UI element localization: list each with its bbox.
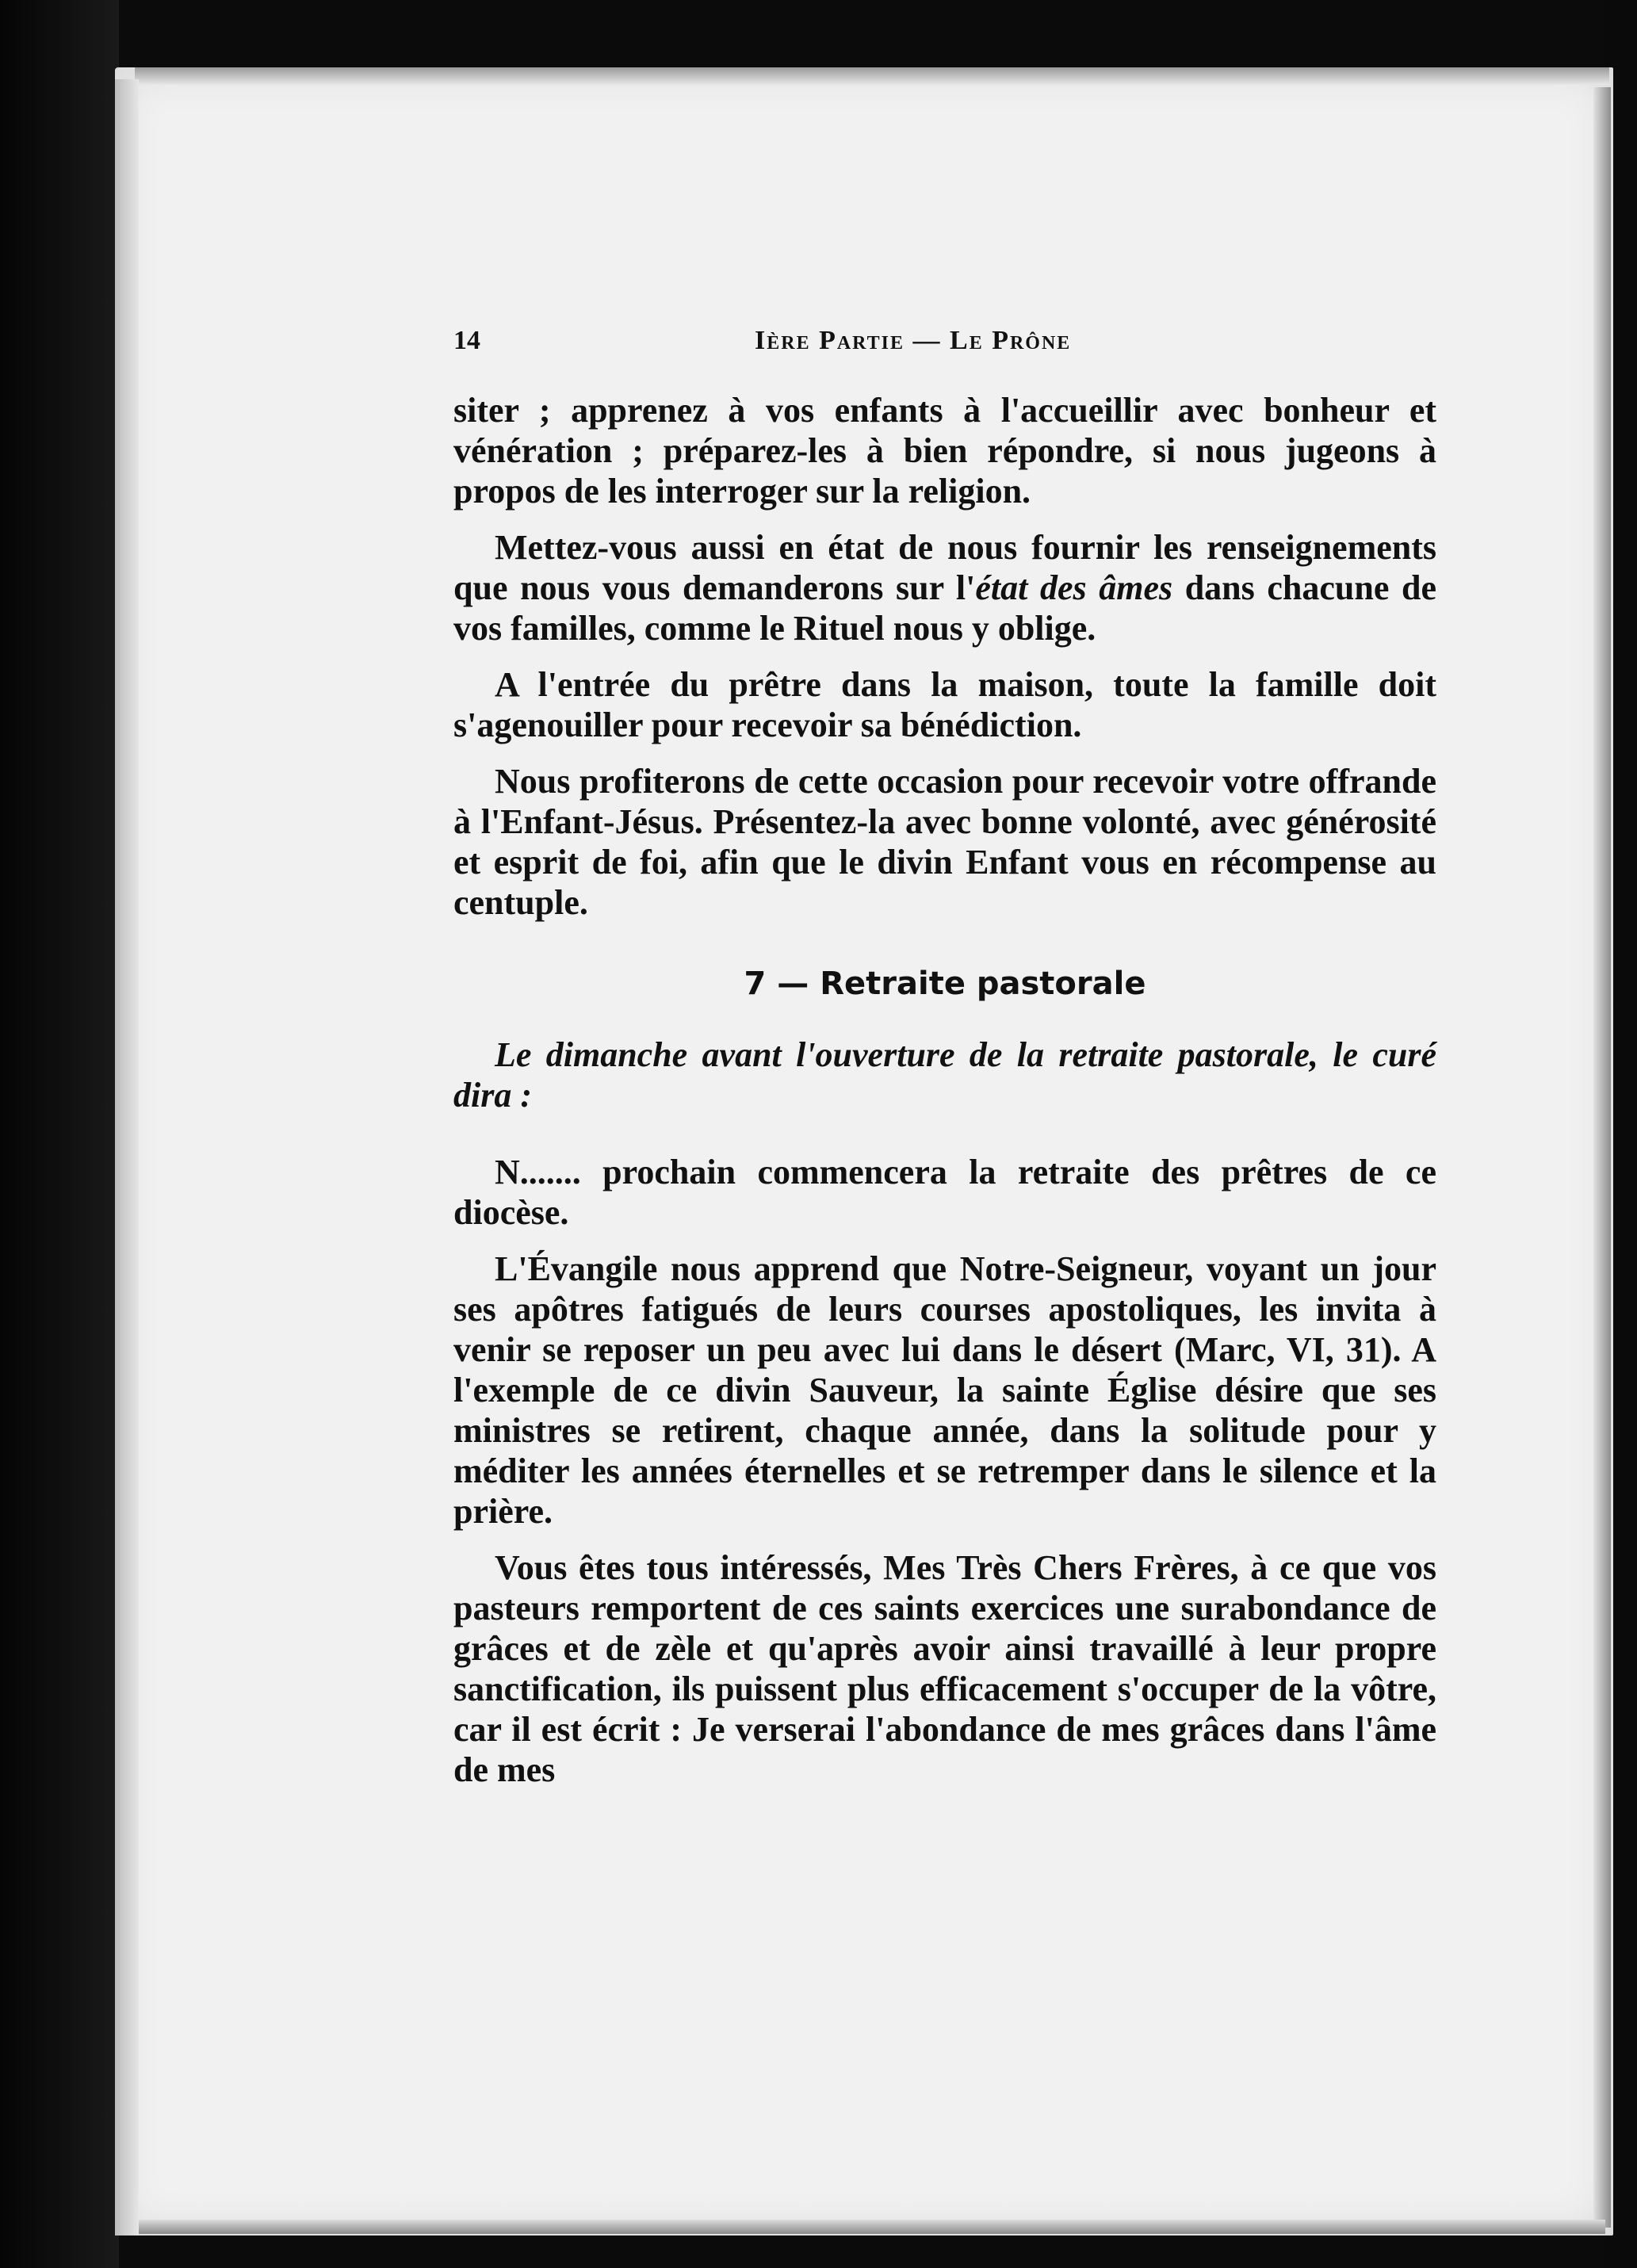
- paragraph-renseignements-end: dans chacune de vos familles, comme le Rituel nous y oblige.: [453, 568, 1436, 648]
- running-head: [453, 325, 1436, 357]
- paragraph-offrande: Nous profiterons de cette occasion pour recevoir votre offrande à l'Enfant-Jésus. Présentez-la avec bonne volonté, avec générosité et esprit de foi, afin que le divin Enfant vous en récompense au centuple.: [453, 762, 1436, 922]
- paragraph-evangile: L'Évangile nous apprend que Notre-Seigneur, voyant un jour ses apôtres fatigués de leurs courses apostoliques, les invita à venir se reposer un peu avec lui dans le désert (Marc, VI, 31). A l'exemple de ce divin Sauveur, la sainte Église désire que ses ministres se retirent, chaque année, dans la solitude pour y méditer les années éternelles et se retremper dans le silence et la prière.: [453, 1249, 1436, 1531]
- paragraph-entree-pretre: A l'entrée du prêtre dans la maison, toute la famille doit s'agenouiller pour recevoir sa bénédiction.: [453, 665, 1436, 744]
- paragraph-continuation: siter ; apprenez à vos enfants à l'accueillir avec bonheur et vénération ; préparez-les à bien répondre, si nous jugeons à propos de les interroger sur la religion.: [453, 391, 1436, 511]
- running-title: Ière Partie — Le Prône: [755, 326, 1072, 355]
- paragraph-renseignements: [453, 527, 1436, 648]
- scan-dark-margin-left: [0, 0, 119, 2268]
- page-edge-left: [115, 79, 139, 2235]
- page-edge-bottom: [139, 2220, 1605, 2234]
- page-text-block: [453, 325, 1436, 1806]
- page-number: 14: [453, 326, 480, 355]
- italic-etat-des-ames: état des âmes: [975, 568, 1173, 607]
- paragraph-renseignements-start: Mettez-vous aussi en état de nous fournir les renseignements que nous vous demanderons sur l': [453, 528, 1436, 607]
- section-heading: 7 — Retraite pastorale: [744, 966, 1146, 1002]
- paragraph-annonce-retraite: N....... prochain commencera la retraite des prêtres de ce diocèse.: [453, 1153, 1436, 1232]
- page-edge-right: [1593, 87, 1611, 2228]
- rubric-instruction: Le dimanche avant l'ouverture de la retraite pastorale, le curé dira :: [453, 1035, 1436, 1115]
- paragraph-interesses: Vous êtes tous intéressés, Mes Très Chers Frères, à ce que vos pasteurs remportent de ces saints exercices une surabondance de grâces et de zèle et qu'après avoir ainsi travaillé à leur propre sanctification, ils puissent plus efficacement s'occuper de la vôtre, car il est écrit : Je verserai l'abondance de mes grâces dans l'âme de mes: [453, 1548, 1436, 1789]
- page-edge-top: [135, 67, 1609, 85]
